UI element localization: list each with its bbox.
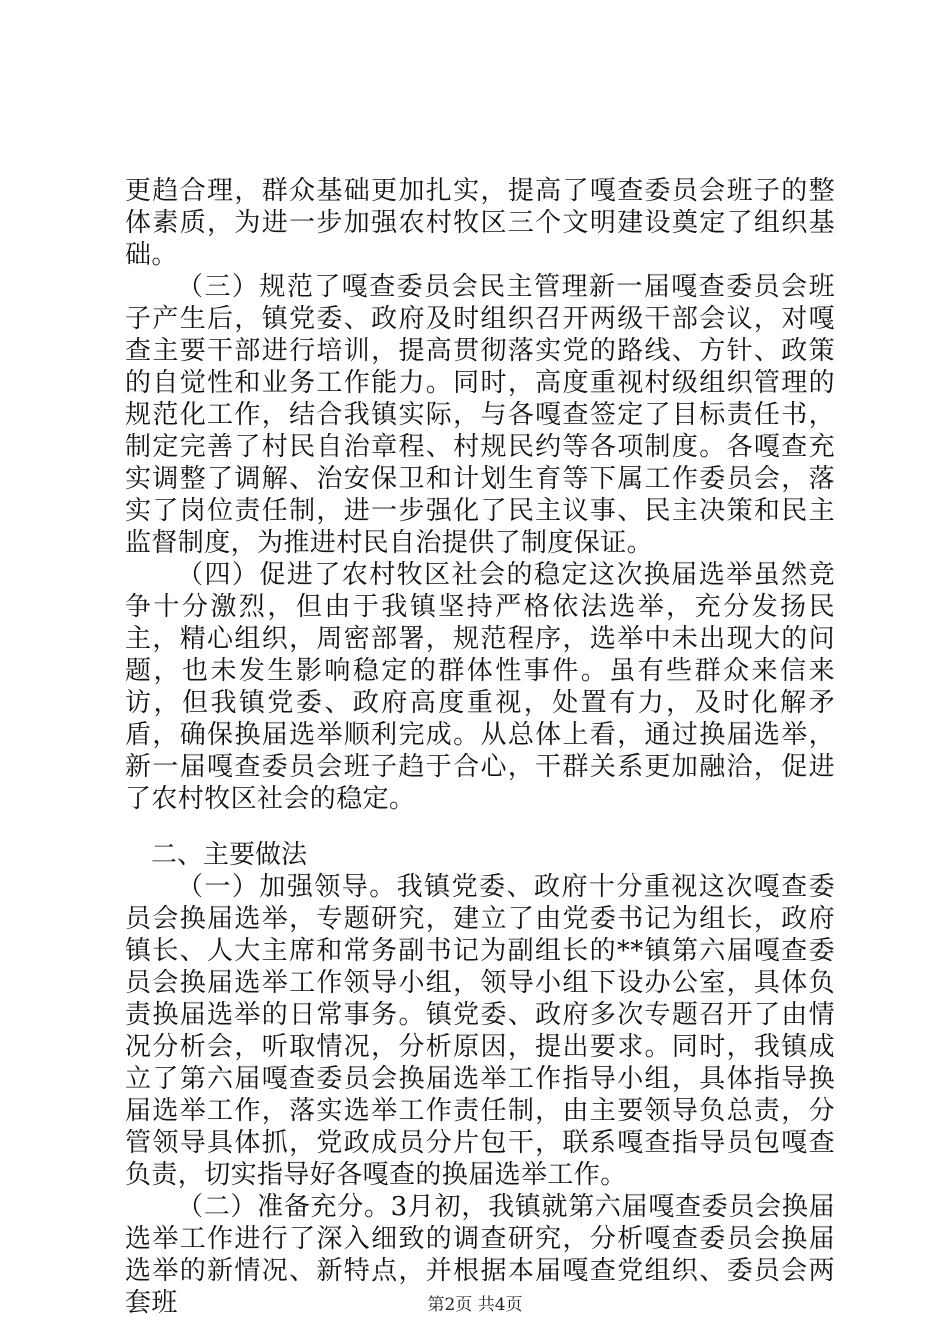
paragraph-leadership: （一）加强领导。我镇党委、政府十分重视这次嘎查委员会换届选举，专题研究，建立了由党委书记为组长，政府镇长、人大主席和常务副书记为副组长的**镇第六届嘎查委员会换届选举工作领导小组，领导小组下设办公室，具体负责换届选举的日常事务。镇党委、政府多次专题召开了由情况分析会，听取情况，分析原因，提出要求。同时，我镇成立了第六届嘎查委员会换届选举工作指导小组，具体指导换届选举工作，落实选举工作责任制，由主要领导负总责，分管领导具体抓，党政成员分片包干，联系嘎查指导员包嘎查负责，切实指导好各嘎查的换届选举工作。 [125,872,835,1190]
section-heading: 二、主要做法 [151,840,308,870]
paragraph-preparation: （二）准备充分。3月初，我镇就第六届嘎查委员会换届选举工作进行了深入细致的调查研究，分析嘎查委员会换届选举的新情况、新特点，并根据本届嘎查党组织、委员会两套班 [125,1192,835,1318]
document-body [125,175,835,1319]
paragraph-continuation: 更趋合理，群众基础更加扎实，提高了嘎查委员会班子的整体素质，为进一步加强农村牧区三个文明建设奠定了组织基础。 [125,176,835,270]
page-footer: 第2页 共4页 [427,1295,523,1315]
paragraph-item-4: （四）促进了农村牧区社会的稳定这次换届选举虽然竞争十分激烈，但由于我镇坚持严格依法选举，充分发扬民主，精心组织，周密部署，规范程序，选举中未出现大的问题，也未发生影响稳定的群体性事件。虽有些群众来信来访，但我镇党委、政府高度重视，处置有力，及时化解矛盾，确保换届选举顺利完成。从总体上看，通过换届选举，新一届嘎查委员会班子趋于合心，干群关系更加融洽，促进了农村牧区社会的稳定。 [125,560,835,814]
paragraph-item-3: （三）规范了嘎查委员会民主管理新一届嘎查委员会班子产生后，镇党委、政府及时组织召开两级干部会议，对嘎查主要干部进行培训，提高贯彻落实党的路线、方针、政策的自觉性和业务工作能力。同时，高度重视村级组织管理的规范化工作，结合我镇实际，与各嘎查签定了目标责任书，制定完善了村民自治章程、村规民约等各项制度。各嘎查充实调整了调解、治安保卫和计划生育等下属工作委员会，落实了岗位责任制，进一步强化了民主议事、民主决策和民主监督制度，为推进村民自治提供了制度保证。 [125,272,835,558]
